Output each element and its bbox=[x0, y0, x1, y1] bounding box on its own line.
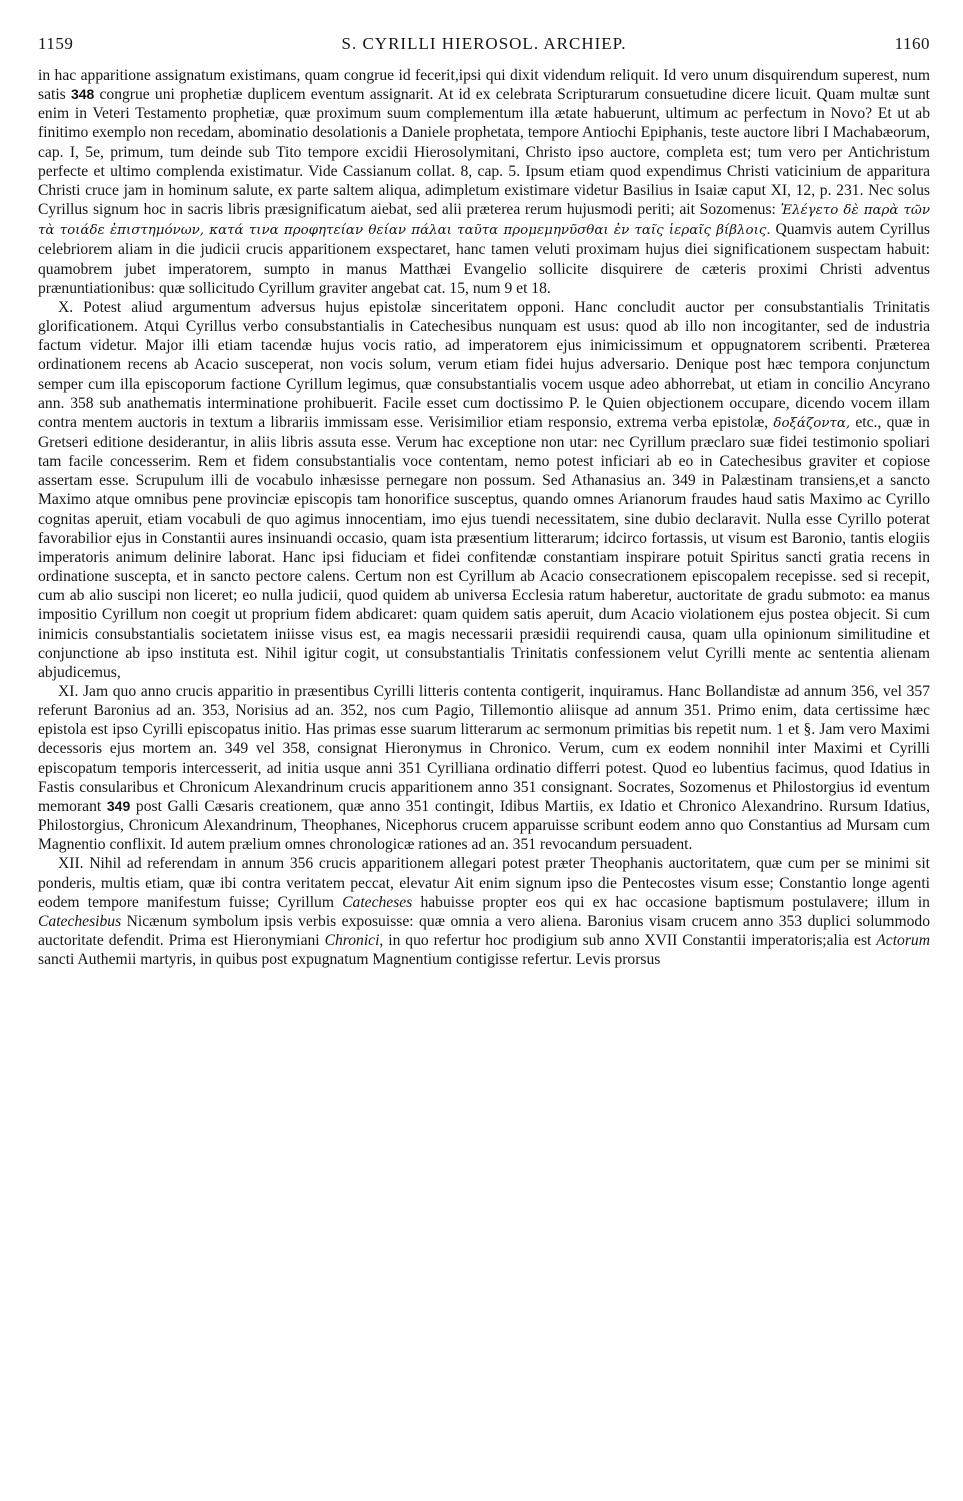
text-run: Quamvis autem Cyrillus celebriorem aliam in die judicii crucis apparitionem exspectaret, hanc tamen veluti proximam hujus diei significationem suspectam habuit: quamobrem jubet imperatorem, sumpto in manus Matthæi Evangelio sollicite disquirere de cæteris proximi Christi adventus prænuntiationibus: quæ sollicitudo Cyrillum graviter angebat cat. 15, num 9 et 18. bbox=[38, 221, 930, 297]
italic-title: Chronici, bbox=[324, 932, 384, 950]
text-run: XII. Nihil ad referendam in annum 356 crucis apparitionem allegari potest præter Theophanis auctoritatem, quæ cum per se minimi sit ponderis, multis etiam, quæ ibi contra veritatem peccat, elevatur Ait enim signum ipso die Pentecostes visum esse; Constantio longe agenti eodem tempore manifestum fuisse; Cyrillum bbox=[38, 855, 930, 911]
text-run: etc., quæ in Gretseri editione desiderantur, in aliis libris assuta esse. Verum hac exceptione non utar: nec Cyrillum præclaro suæ fidei testimonio spoliari tam facile concesserim. Rem et fidem consubstantialis voce contentam, nemo potest inficiari ab eo in Catechesibus graviter et copiose assertam esse. Scrupulum illi de vocabulo inhæsisse pernegare non possum. Sed Athanasius an. 349 in Palæstinam transiens,et a sancto Maximo atque omnibus pene provinciæ episcopis tam honorifice susceptus, quando omnes Arianorum fraudes haud satis Maximo ac Cyrillo cognitas aperuit, etiam vocabuli de quo agimus innocentiam, imo ejus tuendi necessitatem, sine dubio declaravit. Nulla esse Cyrillo poterat favorabilior ejus in Constantii aures insinuandi occasio, quam ista præsentium litterarum; idcirco fortassis, ut visum est Baronio, tantis elogiis imperatoris animum delinire laborat. Hanc ipsi fiduciam et fidei confitendæ constantiam inspirare potuit Spiritus sancti gratia recens in ordinatione suscepta, et in sancto pectore calens. Certum non est Cyrillum ab Acacio consecrationem episcopalem recepisse. sed si recepit, cum ab alio suscipi non liceret; eo nulla judicii, quod quidem ab universa Ecclesia ratum haberetur, auctoritate de gradu submoto: ea manus impositio Cyrillum non coegit ut proprium fidem abdicaret: quam quidem satis aperuit, dum Acacio violationem ejus postea objecit. Si cum inimicis consubstantialis societatem iniisse visus est, ea magis necessarii præsidii requirendi causa, quam ulla opinionum similitudine et conjunctione ab ipso instituta est. Nihil igitur cogit, ut consubstantialis Trinitatis confessionem velut Cyrilli mente ac sententia alienam abjudicemus, bbox=[38, 413, 930, 681]
italic-title: Catechesibus bbox=[38, 912, 122, 930]
running-title: S. CYRILLI HIEROSOL. ARCHIEP. bbox=[341, 34, 627, 53]
text-run: XI. Jam quo anno crucis apparitio in præsentibus Cyrilli litteris contenta contigerit, inquiramus. Hanc Bollandistæ ad annum 356, vel 357 referunt Baronius ad an. 353, Norisius ad an. 352, nos cum Pagio, Tillemontio aliisque ad annum 351. Primo enim, data certissime hæc epistola est ipso Cyrilli episcopatus initio. Has primas esse suarum litterarum ac sermonum primitias bis repetit num. 1 et §. Jam vero Maximi decessoris ejus mortem an. 349 vel 358, consignat Hieronymus in Chronico. Verum, cum ex eodem nonnihil inter Maximi et Cyrilli episcopatum temporis intercesserit, ad initia usque anni 351 Cyrilliana ordinatio differri potest. Quod eo lubentius facimus, quod Idatius in Fastis consularibus et Chronicum Alexandrinum crucis apparitionem anno 351 consignant. Socrates, Sozomenus et Philostorgius id eventum memorant bbox=[38, 683, 930, 815]
text-run: X. Potest aliud argumentum adversus hujus epistolæ sinceritatem opponi. Hanc concludit auctor per consubstantialis Trinitatis glorificationem. Atqui Cyrillus verbo consubstantialis in Catechesibus nunquam est usus: quod ab illo non incogitanter, sed de industria factum videtur. Major illi etiam tacendæ hujus vocis ratio, ad imperatorem ejus inimicissimum et oppugnatorem scribenti. Præterea ordinationem recens ab Acacio susceperat, non vocis solum, verum etiam fidei hujus adversario. Denique post hæc tempora conjunctum semper cum illa episcoporum factione Cyrillum legimus, quæ consubstantialis vocem usque adeo abhorrebat, ut etiam in concilio Ancyrano ann. 358 sub anathematis interminatione prohibuerit. Facile esset cum doctissimo P. le Quien objectionem occupare, dicendo vocem illam contra mentem auctoris in textum a librariis immissam esse. Verisimilior etiam responsio, extrema verba epistolæ, bbox=[38, 298, 930, 431]
greek-quotation: Ἐλέγετο δὲ παρὰ τῶν τὰ τοιάδε ἐπιστημόνων, κατά τινα προφητείαν θείαν πάλαι ταῦτα προμεμηνῦσθαι ἐν ταῖς ἱεραῖς βίβλοις. bbox=[38, 203, 930, 239]
margin-number: 348 bbox=[70, 86, 95, 103]
margin-number: 349 bbox=[106, 797, 131, 814]
section-x bbox=[38, 298, 930, 682]
italic-title: Catecheses bbox=[342, 893, 413, 911]
italic-title: Actorum bbox=[876, 932, 930, 950]
text-run: sancti Authemii martyris, in quibus post expugnatum Magnentium contigisse refertur. Levis prorsus bbox=[38, 951, 661, 969]
column-number-right: 1160 bbox=[894, 34, 930, 53]
text-run: in hac apparitione assignatum existimans, quam congrue id fecerit,ipsi qui dixit videndum reliquit. Id vero unum disquirendum superest, num satis bbox=[38, 67, 930, 104]
text-run: in quo refertur hoc prodigium sub anno XVII Constantii imperatoris;alia est bbox=[388, 932, 872, 950]
text-run: congrue uni prophetiæ duplicem eventum assignarit. At id ex celebrata Scripturarum consuetudine dicere licuit. Quam multæ sunt enim in Veteri Testamento prophetiæ, quæ proximum suum complementum illa ætate habuerunt, ultimum ac perfectum in Novo? Et ut ab finitimo exemplo non recedam, abominatio desolationis a Daniele prophetata, tempore Antiochi Epiphanis, teste auctore libri I Machabæorum, cap. I, 5e, primum, tum deinde sub Tito tempore excidii Hierosolymitani, Christo ipso auctore, completa est; tum vero per Antichristum perfecte et ultimo complenda existimatur. Vide Cassianum collat. 8, cap. 5. Ipsum etiam quod expendimus Christi vaticinium de apparitura Christi cruce jam in hominum salute, ex parte saltem aliqua, adimpletum existimare videtur Basilius in Isaiæ caput XI, 12, p. 231. Nec solus Cyrillus signum hoc in sacris libris præsignificatum aiebat, sed alii præterea rerum hujusmodi periti; ait Sozomenus: bbox=[38, 86, 930, 219]
section-xii bbox=[38, 854, 930, 969]
text-run: habuisse propter eos qui ex hac occasione baptismum postulavere; illum in bbox=[420, 893, 930, 911]
text-run: post Galli Cæsaris creationem, quæ anno 351 contingit, Idibus Martiis, ex Idatio et Chronico Alexandrino. Rursum Idatius, Philostorgius, Chronicum Alexandrinum, Theophanes, Nicephorus crucem apparuisse scribunt eodem anno quo Constantius ad Mursam cum Magnentio conflixit. Id autem prælium omnes chronologicæ rationes ad an. 351 revocandum persuadent. bbox=[38, 797, 930, 854]
section-xi bbox=[38, 682, 930, 854]
page-header bbox=[38, 34, 930, 58]
text-run: Nicænum symbolum ipsis verbis exposuisse: quæ omnia a vero aliena. Baronius visam crucem anno 353 duplici solummodo auctoritate defendit. Prima est Hieronymiani bbox=[38, 912, 930, 950]
paragraph-continued bbox=[38, 66, 930, 298]
body-text bbox=[38, 66, 930, 969]
greek-word: δοξάζοντα, bbox=[773, 415, 851, 431]
column-number-left: 1159 bbox=[38, 34, 74, 53]
